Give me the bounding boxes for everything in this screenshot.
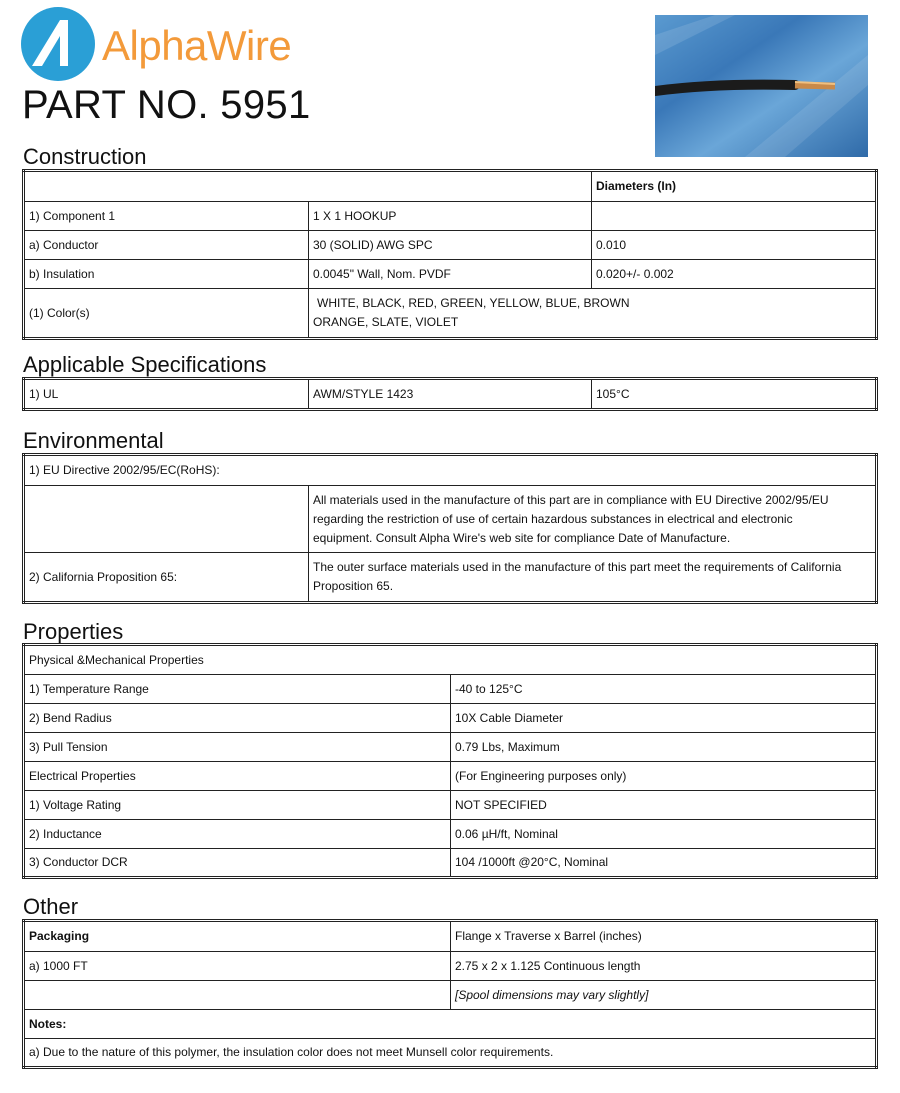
- table-row: [24, 733, 877, 762]
- table-cell: NOT SPECIFIED: [451, 791, 877, 820]
- table-row: [24, 791, 877, 820]
- table-cell: [24, 981, 451, 1010]
- part-number-title: PART NO. 5951: [22, 83, 311, 127]
- packaging-label: Packaging: [24, 921, 451, 952]
- table-cell: 0.020+/- 0.002: [592, 260, 877, 289]
- colors-cell: [309, 289, 877, 339]
- specifications-title: Applicable Specifications: [23, 352, 267, 377]
- environmental-table: [22, 453, 878, 604]
- table-cell: AWM/STYLE 1423: [309, 379, 592, 410]
- specifications-table: [22, 377, 878, 411]
- table-cell: -40 to 125°C: [451, 675, 877, 704]
- table-cell: 2) California Proposition 65:: [24, 553, 309, 603]
- table-cell: 2) Inductance: [24, 820, 451, 849]
- table-row: [24, 921, 877, 952]
- table-cell: a) Conductor: [24, 231, 309, 260]
- table-cell: 1) Component 1: [24, 202, 309, 231]
- table-cell: 30 (SOLID) AWG SPC: [309, 231, 592, 260]
- spool-note: [Spool dimensions may vary slightly]: [451, 981, 877, 1010]
- table-row: [24, 260, 877, 289]
- properties-title: Properties: [23, 619, 124, 644]
- table-cell: 0.06 µH/ft, Nominal: [451, 820, 877, 849]
- properties-table: [22, 643, 878, 879]
- table-cell: 0.79 Lbs, Maximum: [451, 733, 877, 762]
- table-row: [24, 202, 877, 231]
- table-cell: 0.010: [592, 231, 877, 260]
- other-title: Other: [23, 894, 79, 919]
- table-row: [24, 675, 877, 704]
- notes-label: Notes:: [24, 1010, 877, 1039]
- table-cell: a) 1000 FT: [24, 952, 451, 981]
- brand-name: AlphaWire: [102, 22, 292, 69]
- wire-photo: [655, 15, 868, 157]
- table-row: [24, 379, 877, 410]
- table-row: [24, 981, 877, 1010]
- table-cell: 0.0045" Wall, Nom. PVDF: [309, 260, 592, 289]
- table-cell: (For Engineering purposes only): [451, 762, 877, 791]
- table-row: [24, 704, 877, 733]
- alphawire-logo-icon: [20, 6, 96, 82]
- table-cell: [24, 486, 309, 553]
- brand-logo: [20, 6, 310, 84]
- table-row: [24, 1010, 877, 1039]
- table-row: [24, 820, 877, 849]
- construction-title: Construction: [23, 144, 147, 169]
- other-table: [22, 919, 878, 1069]
- table-cell: 2) Bend Radius: [24, 704, 451, 733]
- table-cell: 1) Temperature Range: [24, 675, 451, 704]
- table-cell: Electrical Properties: [24, 762, 451, 791]
- table-cell: 1) UL: [24, 379, 309, 410]
- environmental-title: Environmental: [23, 428, 164, 453]
- table-cell: (1) Color(s): [24, 289, 309, 339]
- colors-line-1: WHITE, BLACK, RED, GREEN, YELLOW, BLUE, BROWN: [317, 296, 630, 310]
- note-text: a) Due to the nature of this polymer, the insulation color does not meet Munsell color requirements.: [24, 1039, 877, 1068]
- table-cell: 104 /1000ft @20°C, Nominal: [451, 849, 877, 878]
- table-row: [24, 952, 877, 981]
- table-cell: b) Insulation: [24, 260, 309, 289]
- table-row: [24, 455, 877, 486]
- table-row: [24, 762, 877, 791]
- construction-table: [22, 169, 878, 340]
- table-cell: [592, 202, 877, 231]
- table-row: [24, 171, 877, 202]
- table-cell: 1) EU Directive 2002/95/EC(RoHS):: [24, 455, 877, 486]
- colors-line-2: ORANGE, SLATE, VIOLET: [313, 315, 459, 329]
- table-cell: Physical &Mechanical Properties: [24, 645, 877, 675]
- table-row: [24, 289, 877, 339]
- table-cell: [24, 171, 592, 202]
- table-cell: The outer surface materials used in the manufacture of this part meet the requirements of California Proposition 65.: [309, 553, 877, 603]
- table-row: [24, 231, 877, 260]
- table-cell: 3) Pull Tension: [24, 733, 451, 762]
- table-row: [24, 486, 877, 553]
- table-cell: 10X Cable Diameter: [451, 704, 877, 733]
- table-row: [24, 645, 877, 675]
- table-cell: Flange x Traverse x Barrel (inches): [451, 921, 877, 952]
- table-row: [24, 553, 877, 603]
- table-cell: 2.75 x 2 x 1.125 Continuous length: [451, 952, 877, 981]
- table-cell: All materials used in the manufacture of this part are in compliance with EU Directive 2002/95/EU regarding the restriction of use of certain hazardous substances in electrical and electronic equipment. Consult Alpha Wire's web site for compliance Date of Manufacture.: [309, 486, 877, 553]
- table-cell: 3) Conductor DCR: [24, 849, 451, 878]
- diameters-header: Diameters (In): [592, 171, 877, 202]
- table-row: [24, 849, 877, 878]
- table-cell: 105°C: [592, 379, 877, 410]
- table-cell: 1 X 1 HOOKUP: [309, 202, 592, 231]
- table-row: [24, 1039, 877, 1068]
- table-cell: 1) Voltage Rating: [24, 791, 451, 820]
